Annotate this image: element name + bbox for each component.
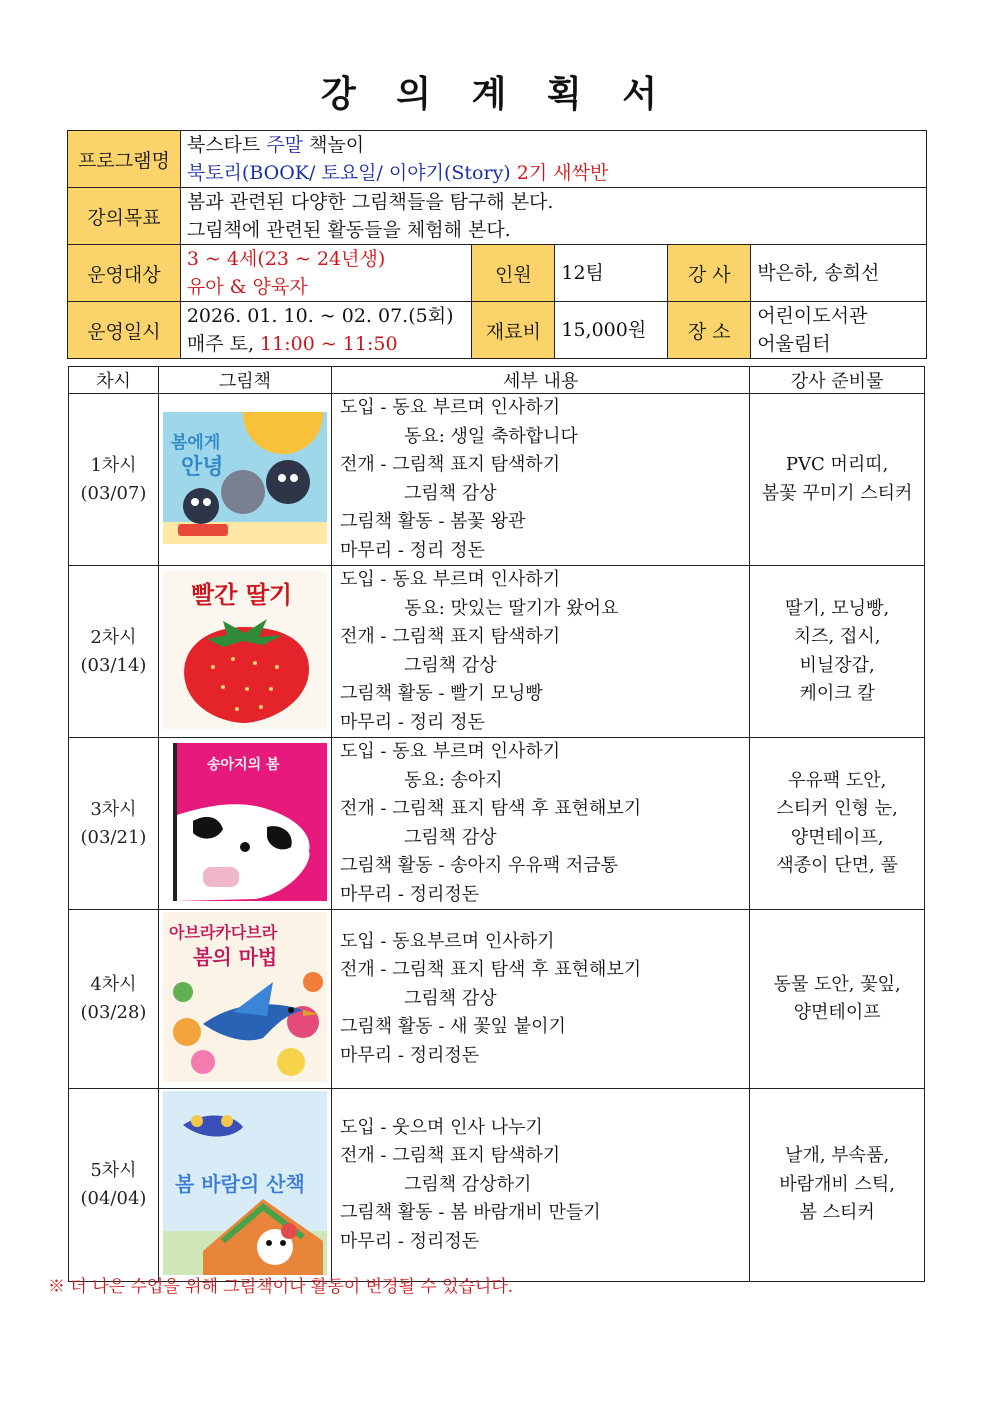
book-cover-cell	[158, 910, 331, 1089]
page-title: 강 의 계 획 서	[320, 73, 671, 115]
book-cover-image	[163, 412, 327, 544]
fee-label: 재료비	[472, 302, 555, 359]
session-detail: 도입 - 웃으며 인사 나누기 전개 - 그림책 표지 탐색하기 그림책 감상하기 그림책 활동 - 봄 바람개비 만들기 마무리 - 정리정돈	[331, 1089, 749, 1282]
goal-value: 봄과 관련된 다양한 그림책들을 탐구해 본다. 그림책에 관련된 활동들을 체험해 본다.	[180, 188, 926, 245]
session-prep: 동물 도안, 꽃잎, 양면테이프	[750, 910, 925, 1089]
teacher-value: 박은하, 송희선	[751, 245, 927, 302]
svg-text:봄에게: 봄에게	[170, 432, 221, 453]
session-prep: 날개, 부속품, 바람개비 스틱, 봄 스티커	[750, 1089, 925, 1282]
session-detail: 도입 - 동요 부르며 인사하기 동요: 맛있는 딸기가 왔어요 전개 - 그림책 표지 탐색하기 그림책 감상 그림책 활동 - 빨기 모닝빵 마무리 - 정리 정돈	[331, 566, 749, 738]
header-prep: 강사 준비물	[750, 367, 925, 394]
header-detail: 세부 내용	[331, 367, 749, 394]
svg-text:송아지의 봄: 송아지의 봄	[206, 756, 280, 773]
session-detail: 도입 - 동요 부르며 인사하기 동요: 송아지 전개 - 그림책 표지 탐색 후 표현해보기 그림책 감상 그림책 활동 - 송아지 우유팩 저금통 마무리 - 정리정돈	[331, 738, 749, 910]
book-cover-image	[163, 571, 327, 729]
date-value: 2026. 01. 10. ~ 02. 07.(5회) 매주 토, 11:00 ~ 11:50	[180, 302, 472, 359]
session-prep: PVC 머리띠, 봄꽃 꾸미기 스티커	[750, 394, 925, 566]
table-row	[69, 566, 925, 738]
svg-text:빨간 딸기: 빨간 딸기	[190, 580, 293, 609]
footnote: ※ 더 나은 수업을 위해 그림책이나 활동이 변경될 수 있습니다.	[48, 1277, 514, 1297]
book-cover-cell	[158, 1089, 331, 1282]
target-value: 3 ~ 4세(23 ~ 24년생) 유아 & 양육자	[180, 245, 472, 302]
schedule-table	[68, 366, 925, 1282]
teacher-label: 강 사	[668, 245, 751, 302]
program-value: 북스타트 주말 책놀이 북토리(BOOK/ 토요일/ 이야기(Story) 2기 새싹반	[180, 131, 926, 188]
session-number: 3차시 (03/21)	[69, 738, 159, 910]
header-session: 차시	[69, 367, 159, 394]
header-book: 그림책	[158, 367, 331, 394]
session-number: 5차시 (04/04)	[69, 1089, 159, 1282]
table-row	[69, 910, 925, 1089]
book-cover-cell	[158, 394, 331, 566]
date-label: 운영일시	[68, 302, 181, 359]
session-prep: 딸기, 모닝빵, 치즈, 접시, 비닐장갑, 케이크 칼	[750, 566, 925, 738]
fee-value: 15,000원	[555, 302, 668, 359]
program-info-table	[67, 130, 927, 359]
goal-label: 강의목표	[68, 188, 181, 245]
place-label: 장 소	[668, 302, 751, 359]
svg-text:봄의 마법: 봄의 마법	[192, 945, 278, 969]
session-detail: 도입 - 동요 부르며 인사하기 동요: 생일 축하합니다 전개 - 그림책 표지 탐색하기 그림책 감상 그림책 활동 - 봄꽃 왕관 마무리 - 정리 정돈	[331, 394, 749, 566]
svg-text:안녕: 안녕	[180, 454, 224, 480]
target-label: 운영대상	[68, 245, 181, 302]
book-cover-image	[163, 912, 327, 1082]
book-cover-cell	[158, 566, 331, 738]
table-row	[69, 738, 925, 910]
table-row	[69, 394, 925, 566]
session-number: 1차시 (03/07)	[69, 394, 159, 566]
people-label: 인원	[472, 245, 555, 302]
program-label: 프로그램명	[68, 131, 181, 188]
session-prep: 우유팩 도안, 스티커 인형 눈, 양면테이프, 색종이 단면, 풀	[750, 738, 925, 910]
session-number: 4차시 (03/28)	[69, 910, 159, 1089]
session-detail: 도입 - 동요부르며 인사하기 전개 - 그림책 표지 탐색 후 표현해보기 그림책 감상 그림책 활동 - 새 꽃잎 붙이기 마무리 - 정리정돈	[331, 910, 749, 1089]
place-value: 어린이도서관 어울림터	[751, 302, 927, 359]
book-cover-cell	[158, 738, 331, 910]
svg-text:봄 바람의 산책: 봄 바람의 산책	[174, 1172, 305, 1196]
book-cover-image	[163, 743, 327, 901]
session-number: 2차시 (03/14)	[69, 566, 159, 738]
table-row	[69, 1089, 925, 1282]
people-value: 12팀	[555, 245, 668, 302]
svg-text:아브라카다브라: 아브라카다브라	[168, 923, 278, 942]
book-cover-image	[163, 1091, 327, 1275]
